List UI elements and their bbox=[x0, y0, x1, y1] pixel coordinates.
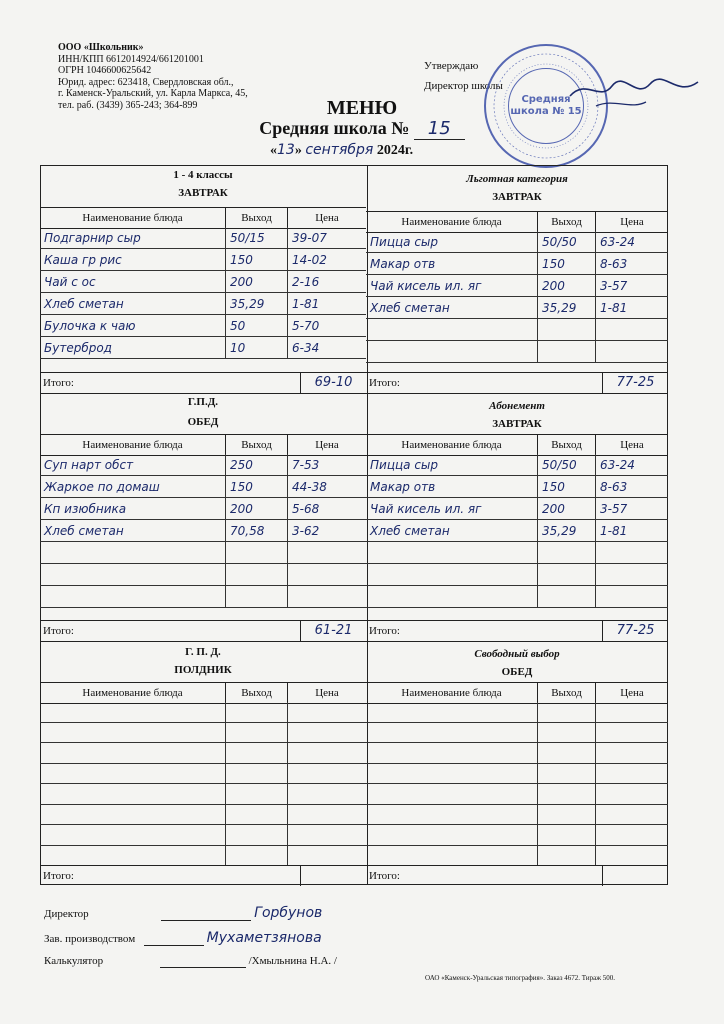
dish-name bbox=[366, 319, 538, 340]
dish-output bbox=[538, 846, 596, 866]
table-row bbox=[40, 454, 366, 476]
dish-output bbox=[226, 846, 288, 866]
table-row bbox=[40, 586, 366, 608]
dish-output bbox=[226, 784, 288, 804]
table-row bbox=[366, 764, 668, 785]
column-header-row bbox=[40, 434, 366, 456]
org-ogrn: ОГРН 1046600625642 bbox=[58, 65, 152, 76]
dish-name bbox=[366, 784, 538, 804]
dish-output bbox=[538, 341, 596, 362]
dish-output bbox=[538, 743, 596, 763]
total-value: 61-21 bbox=[314, 623, 353, 638]
dish-price: 2-16 bbox=[292, 275, 320, 289]
dish-name: Чай кисель ил. яг bbox=[366, 498, 538, 519]
panel-title: Г. П. Д. bbox=[185, 646, 221, 658]
column-header-price: Цена bbox=[620, 216, 644, 228]
table-row bbox=[366, 498, 668, 520]
column-header-out: Выход bbox=[226, 208, 288, 228]
dish-output: 150 bbox=[538, 476, 596, 497]
total-row bbox=[366, 865, 668, 886]
dish-name: Каша гр рис bbox=[40, 249, 226, 270]
dish-price: 8-63 bbox=[600, 257, 628, 271]
dish-price bbox=[596, 564, 668, 585]
dish-price bbox=[596, 341, 668, 362]
dish-name: Хлеб сметан bbox=[366, 297, 538, 318]
dish-output: 150 bbox=[538, 253, 596, 274]
dish-price: 63-24 bbox=[600, 235, 635, 249]
column-header-out: Выход bbox=[226, 683, 288, 703]
dish-output bbox=[226, 702, 288, 722]
dish-price: 1-81 bbox=[600, 524, 628, 538]
panel-meal: ЗАВТРАК bbox=[492, 191, 542, 203]
table-row bbox=[40, 784, 366, 805]
dish-name bbox=[40, 542, 226, 563]
dish-name: Булочка к чаю bbox=[40, 315, 226, 336]
total-label: Итого: bbox=[40, 373, 301, 393]
panel-subscription-breakfast bbox=[366, 392, 668, 640]
dish-output: 200 bbox=[226, 498, 288, 519]
dish-output bbox=[538, 319, 596, 340]
dish-name bbox=[40, 743, 226, 763]
dish-output: 70,58 bbox=[226, 520, 288, 541]
dish-output bbox=[538, 564, 596, 585]
table-row bbox=[40, 542, 366, 564]
total-label: Итого: bbox=[40, 866, 301, 886]
dish-price bbox=[288, 702, 366, 722]
dish-price bbox=[288, 586, 366, 607]
column-header-name: Наименование блюда bbox=[366, 435, 538, 455]
dish-price: 1-81 bbox=[292, 297, 320, 311]
total-value bbox=[301, 866, 366, 886]
table-row bbox=[40, 271, 366, 293]
dish-price: 6-34 bbox=[292, 341, 320, 355]
dish-name bbox=[366, 564, 538, 585]
dish-output: 150 bbox=[226, 249, 288, 270]
dish-name: Макар отв bbox=[366, 253, 538, 274]
date-day: 13 bbox=[277, 142, 295, 158]
dish-price: 14-02 bbox=[292, 253, 327, 267]
director-name: Горбунов bbox=[254, 905, 323, 921]
dish-price bbox=[596, 743, 668, 763]
column-header-row bbox=[366, 211, 668, 233]
table-row bbox=[366, 846, 668, 867]
menu-date bbox=[270, 142, 413, 159]
dish-name bbox=[40, 846, 226, 866]
total-label: Итого: bbox=[40, 621, 301, 641]
panel-meal: ЗАВТРАК bbox=[178, 187, 228, 199]
table-row bbox=[40, 702, 366, 723]
date-quote-close: » bbox=[294, 143, 302, 158]
total-row bbox=[366, 620, 668, 641]
panel-privileged-breakfast bbox=[366, 165, 668, 392]
dish-price: 5-68 bbox=[292, 502, 320, 516]
dish-rows bbox=[40, 227, 366, 359]
table-row bbox=[366, 542, 668, 564]
stamp-center: Средняя школа № 15 bbox=[508, 68, 584, 144]
table-row bbox=[40, 227, 366, 249]
dish-name: Кп изюбника bbox=[40, 498, 226, 519]
table-row bbox=[366, 341, 668, 363]
production-label: Зав. производством bbox=[44, 933, 136, 945]
dish-name bbox=[366, 743, 538, 763]
org-address-1: Юрид. адрес: 623418, Свердловская обл., bbox=[58, 76, 234, 88]
dish-name: Хлеб сметан bbox=[40, 293, 226, 314]
total-row bbox=[40, 372, 366, 393]
dish-name bbox=[40, 784, 226, 804]
dish-output: 250 bbox=[226, 454, 288, 475]
column-header-price: Цена bbox=[315, 439, 339, 451]
total-row bbox=[40, 620, 366, 641]
table-row bbox=[40, 293, 366, 315]
panel-title: Свободный выбор bbox=[474, 648, 560, 660]
dish-name: Бутерброд bbox=[40, 337, 226, 358]
dish-name bbox=[366, 341, 538, 362]
dish-output: 50 bbox=[226, 315, 288, 336]
panel-title: Абонемент bbox=[489, 400, 545, 412]
column-header-price: Цена bbox=[315, 687, 339, 699]
table-row bbox=[366, 297, 668, 319]
panel-meal: ПОЛДНИК bbox=[174, 664, 232, 676]
dish-price: 3-57 bbox=[600, 502, 628, 516]
column-header-out: Выход bbox=[538, 435, 596, 455]
dish-name bbox=[366, 846, 538, 866]
panel-meal: ЗАВТРАК bbox=[492, 418, 542, 430]
dish-name: Макар отв bbox=[366, 476, 538, 497]
dish-rows bbox=[40, 702, 366, 866]
date-year: 2024 bbox=[376, 143, 405, 158]
dish-price bbox=[596, 846, 668, 866]
dish-name: Жаркое по домаш bbox=[40, 476, 226, 497]
dish-output bbox=[538, 586, 596, 607]
dish-output bbox=[226, 743, 288, 763]
dish-price: 8-63 bbox=[600, 480, 628, 494]
column-header-row bbox=[40, 682, 366, 704]
signature-calculator bbox=[44, 955, 337, 968]
dish-output: 200 bbox=[226, 271, 288, 292]
total-row bbox=[366, 372, 668, 393]
dish-name bbox=[40, 825, 226, 845]
dish-name bbox=[40, 702, 226, 722]
dish-output bbox=[226, 764, 288, 784]
dish-output: 50/50 bbox=[538, 454, 596, 475]
dish-output bbox=[538, 784, 596, 804]
column-header-name: Наименование блюда bbox=[40, 208, 226, 228]
table-row bbox=[366, 723, 668, 744]
org-address-2: г. Каменск-Уральский, ул. Карла Маркса, 45, bbox=[58, 88, 248, 99]
dish-output bbox=[538, 702, 596, 722]
dish-rows bbox=[366, 231, 668, 363]
dish-name bbox=[40, 805, 226, 825]
column-header-row bbox=[366, 682, 668, 704]
dish-name: Хлеб сметан bbox=[40, 520, 226, 541]
dish-name: Суп нарт обст bbox=[40, 454, 226, 475]
dish-price: 5-70 bbox=[292, 319, 320, 333]
dish-price bbox=[596, 723, 668, 743]
date-quote-open: « bbox=[270, 143, 277, 158]
dish-price: 63-24 bbox=[600, 458, 635, 472]
approve-label: Утверждаю bbox=[424, 60, 479, 72]
dish-output bbox=[538, 542, 596, 563]
table-row bbox=[40, 743, 366, 764]
dish-output bbox=[226, 805, 288, 825]
column-header-out: Выход bbox=[226, 435, 288, 455]
calc-name: /Хмыльнина Н.А. / bbox=[248, 955, 337, 967]
total-label: Итого: bbox=[366, 621, 603, 641]
org-inn: ИНН/КПП 6612014924/661201001 bbox=[58, 53, 204, 65]
table-row bbox=[40, 825, 366, 846]
dish-output bbox=[538, 764, 596, 784]
dish-price bbox=[288, 564, 366, 585]
dish-output: 35,29 bbox=[226, 293, 288, 314]
dish-output bbox=[226, 723, 288, 743]
table-row bbox=[366, 743, 668, 764]
table-row bbox=[40, 249, 366, 271]
table-row bbox=[366, 275, 668, 297]
dish-rows bbox=[366, 702, 668, 866]
total-value: 77-25 bbox=[616, 623, 655, 638]
dish-output: 50/50 bbox=[538, 231, 596, 252]
dish-price bbox=[596, 586, 668, 607]
panel-free-choice-lunch bbox=[366, 640, 668, 885]
table-row bbox=[366, 784, 668, 805]
dish-name bbox=[40, 564, 226, 585]
panel-title: Льготная категория bbox=[466, 173, 568, 185]
dish-output: 35,29 bbox=[538, 520, 596, 541]
table-row bbox=[40, 315, 366, 337]
column-header-row bbox=[366, 434, 668, 456]
table-row bbox=[40, 846, 366, 867]
page-title: МЕНЮ bbox=[326, 97, 398, 119]
table-row bbox=[366, 231, 668, 253]
dish-rows bbox=[40, 454, 366, 608]
dish-output bbox=[538, 723, 596, 743]
org-name: ООО «Школьник» bbox=[58, 42, 144, 53]
table-row bbox=[366, 702, 668, 723]
dish-name bbox=[40, 764, 226, 784]
table-row bbox=[40, 805, 366, 826]
dish-name bbox=[366, 764, 538, 784]
org-phone: тел. раб. (3439) 365-243; 364-899 bbox=[58, 99, 198, 111]
dish-output bbox=[538, 825, 596, 845]
table-row bbox=[40, 764, 366, 785]
table-row bbox=[40, 498, 366, 520]
dish-name: Чай с ос bbox=[40, 271, 226, 292]
column-header-price: Цена bbox=[315, 212, 339, 224]
date-year-suffix: г. bbox=[404, 143, 414, 158]
dish-name bbox=[366, 805, 538, 825]
panel-title: 1 - 4 классы bbox=[173, 169, 233, 181]
panel-grades-1-4-breakfast bbox=[40, 165, 366, 392]
total-label: Итого: bbox=[366, 373, 603, 393]
dish-price bbox=[596, 542, 668, 563]
dish-name bbox=[366, 542, 538, 563]
dish-output bbox=[538, 805, 596, 825]
director-label: Директор bbox=[44, 908, 89, 920]
dish-output: 50/15 bbox=[226, 227, 288, 248]
dish-name bbox=[366, 586, 538, 607]
dish-name bbox=[40, 586, 226, 607]
dish-output bbox=[226, 586, 288, 607]
dish-price: 44-38 bbox=[292, 480, 327, 494]
dish-output bbox=[226, 542, 288, 563]
total-value: 77-25 bbox=[616, 375, 655, 390]
table-row bbox=[40, 564, 366, 586]
table-row bbox=[40, 476, 366, 498]
dish-price: 7-53 bbox=[292, 458, 320, 472]
table-row bbox=[366, 476, 668, 498]
table-row bbox=[40, 520, 366, 542]
dish-name bbox=[366, 723, 538, 743]
panel-gpd-snack bbox=[40, 640, 366, 885]
printer-note: ОАО «Каменск-Уральская типография». Заказ 4672. Тираж 500. bbox=[425, 974, 616, 982]
dish-name: Подгарнир сыр bbox=[40, 227, 226, 248]
dish-output bbox=[226, 825, 288, 845]
panel-gpd-lunch bbox=[40, 392, 366, 640]
dish-price bbox=[288, 542, 366, 563]
dish-name bbox=[366, 702, 538, 722]
dish-output: 35,29 bbox=[538, 297, 596, 318]
dish-price bbox=[596, 805, 668, 825]
panel-title: Г.П.Д. bbox=[187, 396, 219, 408]
table-row bbox=[366, 586, 668, 608]
dish-price bbox=[288, 743, 366, 763]
dish-price: 1-81 bbox=[600, 301, 628, 315]
school-line bbox=[0, 118, 724, 139]
dish-name: Чай кисель ил. яг bbox=[366, 275, 538, 296]
school-number: 15 bbox=[414, 118, 465, 140]
signature-director bbox=[44, 905, 322, 921]
column-header-row bbox=[40, 207, 366, 229]
production-name: Мухаметзянова bbox=[206, 930, 322, 946]
dish-output: 150 bbox=[226, 476, 288, 497]
dish-price: 3-57 bbox=[600, 279, 628, 293]
dish-output: 200 bbox=[538, 275, 596, 296]
dish-price bbox=[288, 805, 366, 825]
panel-meal: ОБЕД bbox=[187, 416, 219, 428]
column-header-name: Наименование блюда bbox=[366, 683, 538, 703]
total-label: Итого: bbox=[366, 866, 603, 886]
dish-name: Пицца сыр bbox=[366, 231, 538, 252]
table-row bbox=[366, 454, 668, 476]
dish-price bbox=[288, 825, 366, 845]
table-row bbox=[40, 723, 366, 744]
dish-price bbox=[596, 825, 668, 845]
dish-name bbox=[40, 723, 226, 743]
total-row bbox=[40, 865, 366, 886]
dish-name: Пицца сыр bbox=[366, 454, 538, 475]
column-header-name: Наименование блюда bbox=[40, 435, 226, 455]
dish-price bbox=[288, 723, 366, 743]
table-row bbox=[366, 520, 668, 542]
table-row bbox=[366, 825, 668, 846]
column-header-name: Наименование блюда bbox=[40, 683, 226, 703]
dish-price bbox=[288, 764, 366, 784]
date-month: сентября bbox=[305, 142, 374, 158]
column-header-out: Выход bbox=[538, 212, 596, 232]
column-header-out: Выход bbox=[538, 683, 596, 703]
column-header-name: Наименование блюда bbox=[366, 212, 538, 232]
table-row bbox=[40, 337, 366, 359]
school-label: Средняя школа № bbox=[259, 118, 410, 138]
approve-director-label: Директор школы bbox=[424, 80, 503, 92]
dish-price bbox=[288, 784, 366, 804]
signature-production bbox=[44, 930, 322, 946]
total-value bbox=[603, 866, 668, 886]
dish-price bbox=[288, 846, 366, 866]
dish-name: Хлеб сметан bbox=[366, 520, 538, 541]
dish-price bbox=[596, 702, 668, 722]
dish-output: 10 bbox=[226, 337, 288, 358]
total-value: 69-10 bbox=[314, 375, 353, 390]
calc-label: Калькулятор bbox=[44, 955, 104, 967]
dish-price bbox=[596, 319, 668, 340]
column-header-price: Цена bbox=[620, 439, 644, 451]
table-row bbox=[366, 564, 668, 586]
dish-price: 3-62 bbox=[292, 524, 320, 538]
column-header-price: Цена bbox=[620, 687, 644, 699]
table-row bbox=[366, 253, 668, 275]
dish-price bbox=[596, 784, 668, 804]
dish-output: 200 bbox=[538, 498, 596, 519]
panel-meal: ОБЕД bbox=[501, 666, 533, 678]
table-row bbox=[366, 319, 668, 341]
dish-price bbox=[596, 764, 668, 784]
dish-price: 39-07 bbox=[292, 231, 327, 245]
dish-name bbox=[366, 825, 538, 845]
dish-rows bbox=[366, 454, 668, 608]
table-row bbox=[366, 805, 668, 826]
dish-output bbox=[226, 564, 288, 585]
